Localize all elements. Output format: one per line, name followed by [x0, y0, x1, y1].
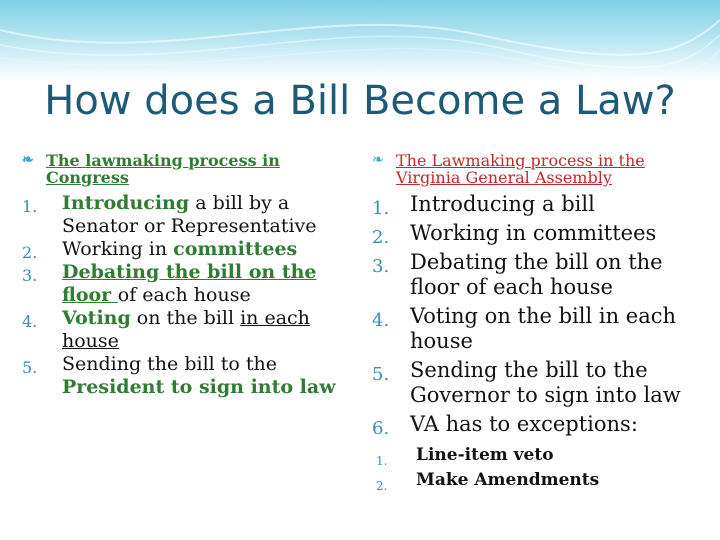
list-number: 4. — [22, 312, 38, 331]
list-item-text: of each house — [117, 284, 251, 306]
list-number: 2. — [22, 243, 38, 262]
list-item-text: Line-item veto — [416, 445, 554, 465]
list-item-text: President to sign into law — [62, 376, 336, 398]
list-number: 3. — [22, 266, 38, 285]
list-item-text: VA has to exceptions: — [410, 412, 638, 436]
list-item-text: Working in — [62, 238, 174, 260]
congress-steps — [22, 192, 352, 399]
list-item-text: Sending the bill to the Governor to sign into law — [410, 358, 681, 407]
list-item — [372, 250, 702, 300]
virginia-header — [372, 152, 702, 186]
list-number: 4. — [372, 310, 390, 331]
congress-header-text: The lawmaking process in Congress — [46, 151, 280, 187]
header-band — [0, 0, 720, 82]
list-item — [22, 238, 352, 261]
list-number: 2. — [376, 479, 388, 493]
sub-list-item — [372, 468, 702, 493]
list-number: 5. — [22, 358, 38, 377]
list-item-text: Debating the bill on the floor — [62, 261, 317, 306]
list-number: 1. — [376, 454, 388, 468]
list-item — [22, 353, 352, 399]
list-item-text: Voting on the bill in each house — [410, 304, 677, 353]
virginia-exceptions — [372, 443, 702, 493]
list-item — [22, 192, 352, 238]
list-item-text: a bill by a Senator or Representative — [62, 192, 317, 237]
list-item-text: Sending the bill to the — [62, 353, 277, 375]
list-item — [22, 307, 352, 353]
list-item-text: Voting — [62, 307, 131, 329]
list-item-text: committees — [173, 238, 298, 260]
virginia-header-text: The Lawmaking process in the Virginia General Assembly — [396, 151, 645, 187]
list-item — [22, 261, 352, 307]
list-item — [372, 358, 702, 408]
list-item-text: Introducing a bill — [410, 192, 595, 216]
virginia-steps — [372, 192, 702, 437]
list-item — [372, 412, 702, 437]
page-title: How does a Bill Become a Law? — [44, 78, 676, 124]
list-number: 1. — [372, 198, 390, 219]
list-number: 2. — [372, 227, 390, 248]
list-item — [372, 192, 702, 217]
list-number: 6. — [372, 418, 390, 439]
bullet-icon: ❧ — [372, 152, 384, 168]
list-item-text: Introducing — [62, 192, 190, 214]
list-item — [372, 304, 702, 354]
list-number: 1. — [22, 197, 38, 216]
list-item-text: on the bill — [130, 307, 241, 329]
wave-decoration — [0, 0, 720, 82]
bullet-icon: ❧ — [22, 152, 34, 168]
virginia-column — [372, 152, 702, 493]
sub-list-item — [372, 443, 702, 468]
list-number: 5. — [372, 364, 390, 385]
list-item — [372, 221, 702, 246]
list-number: 3. — [372, 256, 390, 277]
list-item-text: Make Amendments — [416, 470, 600, 490]
list-item-text: in each house — [62, 307, 310, 352]
congress-column — [22, 152, 352, 399]
congress-header — [22, 152, 352, 186]
list-item-text: Working in committees — [410, 221, 657, 245]
list-item-text: Debating the bill on the floor of each house — [410, 250, 663, 299]
